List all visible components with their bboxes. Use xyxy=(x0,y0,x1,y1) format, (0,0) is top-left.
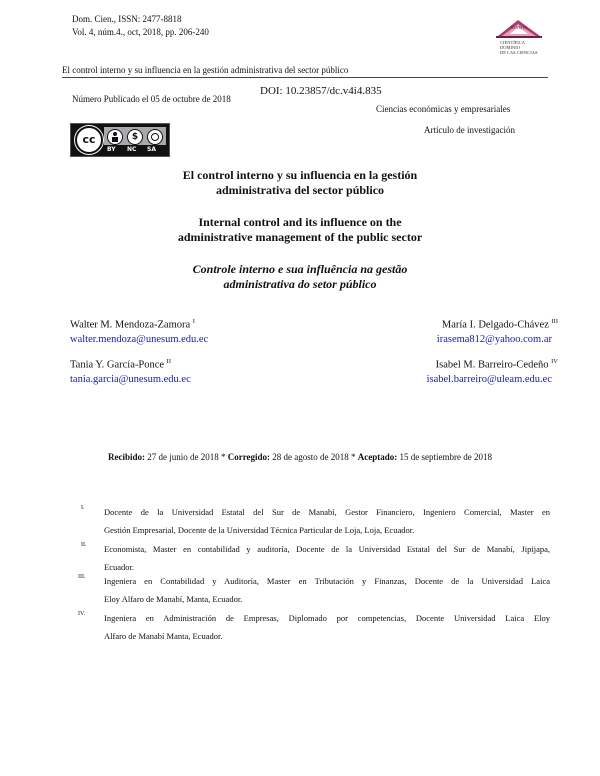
title-es-line2: administrativa del sector público xyxy=(215,183,385,197)
footnote-4-line2: Alfaro de Manabí Manta, Ecuador. xyxy=(104,631,223,641)
footnote-2-line1: Economista, Master en contabilidad y auditoría, Docente de la Universidad Estatal del Sur de Manabí, Jipijapa, xyxy=(104,544,550,554)
dates-sep-2: * xyxy=(351,452,356,462)
author-1-email[interactable]: walter.mendoza@unesum.edu.ec xyxy=(70,334,209,345)
footnote-4-num: IV. xyxy=(78,611,86,617)
dates-sep-1: * xyxy=(220,452,226,462)
published-date: Número Publicado el 05 de octubre de 2018 xyxy=(72,94,231,104)
section-name: Ciencias económicas y empresariales xyxy=(376,104,511,114)
accepted-label: Aceptado: xyxy=(357,452,398,462)
journal-logo xyxy=(488,14,550,56)
accepted-date: 15 de septiembre de 2018 xyxy=(399,452,493,462)
title-en-line1: Internal control and its influence on the xyxy=(198,215,402,229)
author-2-email[interactable]: irasema812@yahoo.com.ar xyxy=(436,334,552,345)
footnote-1-line1: Docente de la Universidad Estatal del Sur de Manabí, Gestor Financiero, Ingeniero Comercial, Master en xyxy=(104,507,550,517)
logo-text-1: REVISTA xyxy=(510,25,528,30)
author-3-mark: II xyxy=(166,358,171,365)
footnote-3 xyxy=(104,572,550,608)
running-title: El control interno y su influencia en la gestión administrativa del sector público xyxy=(62,65,349,75)
author-2-mark: III xyxy=(551,318,558,325)
author-2-name: María I. Delgado-Chávez xyxy=(441,319,549,331)
footnote-2 xyxy=(104,540,550,576)
footnote-1-line2: Gestión Empresarial, Docente de la Universidad Técnica Particular de Loja, Loja, Ecuador. xyxy=(104,525,415,535)
article-type: Artículo de investigación xyxy=(424,125,515,135)
logo-text-3: DOMINIO xyxy=(500,45,520,50)
journal-issn: Dom. Cien., ISSN: 2477-8818 xyxy=(72,14,182,24)
footnote-3-num: III. xyxy=(78,574,86,580)
header-rule xyxy=(62,77,548,78)
footnote-1 xyxy=(104,503,550,539)
author-2 xyxy=(442,318,558,331)
journal-volume: Vol. 4, núm.4., oct, 2018, pp. 206-240 xyxy=(72,27,209,37)
title-pt-line2: administrativa do setor público xyxy=(223,277,377,291)
received-label: Recibido: xyxy=(107,452,145,462)
cc-sa-label: SA xyxy=(147,146,156,153)
author-1 xyxy=(70,318,195,331)
received-date: 27 de junio de 2018 xyxy=(147,452,219,462)
author-4-mark: IV xyxy=(551,358,558,365)
cc-nc-label: NC xyxy=(127,146,137,153)
corrected-label: Corregido: xyxy=(227,452,271,462)
cc-icons-strip xyxy=(104,127,166,145)
footnote-3-line1: Ingeniera en Contabilidad y Auditoría, Master en Tributación y Finanzas, Docente de la Universidad Laica xyxy=(104,576,550,586)
logo-text-2: CIENTÍFICA xyxy=(500,40,525,45)
author-3 xyxy=(70,358,171,371)
author-1-name: Walter M. Mendoza-Zamora xyxy=(70,319,191,331)
title-pt-line1: Controle interno e sua influência na gestão xyxy=(192,262,408,276)
author-3-email[interactable]: tania.garcia@unesum.edu.ec xyxy=(70,374,191,385)
author-3-name: Tania Y. García-Ponce xyxy=(70,359,165,371)
corrected-date: 28 de agosto de 2018 xyxy=(272,452,349,462)
author-1-mark: I xyxy=(192,318,195,325)
cc-icon: cc xyxy=(75,126,103,154)
author-4-email[interactable]: isabel.barreiro@uleam.edu.ec xyxy=(426,374,552,385)
sa-icon xyxy=(147,129,163,145)
logo-text-4: DE LAS CIENCIAS xyxy=(500,50,538,55)
footnote-2-line2: Ecuador. xyxy=(104,562,134,572)
cc-by-label: BY xyxy=(107,146,116,153)
nc-icon: $ xyxy=(127,129,143,145)
cc-license-badge[interactable] xyxy=(70,123,170,157)
doi[interactable]: DOI: 10.23857/dc.v4i4.835 xyxy=(260,85,382,97)
article-dates xyxy=(0,452,600,462)
footnote-1-num: I. xyxy=(81,505,85,511)
author-4-name: Isabel M. Barreiro-Cedeño xyxy=(435,359,549,371)
title-es-line1: El control interno y su influencia en la gestión xyxy=(182,168,418,182)
footnote-3-line2: Eloy Alfaro de Manabí, Manta, Ecuador. xyxy=(104,594,243,604)
title-en-line2: administrative management of the public sector xyxy=(177,230,423,244)
footnote-4 xyxy=(104,609,550,645)
by-icon xyxy=(107,129,123,145)
author-4 xyxy=(436,358,558,371)
footnote-2-num: II. xyxy=(81,542,87,548)
footnote-4-line1: Ingeniera en Administración de Empresas, Diplomado por competencias, Docente Universidad Laica Eloy xyxy=(104,613,550,623)
